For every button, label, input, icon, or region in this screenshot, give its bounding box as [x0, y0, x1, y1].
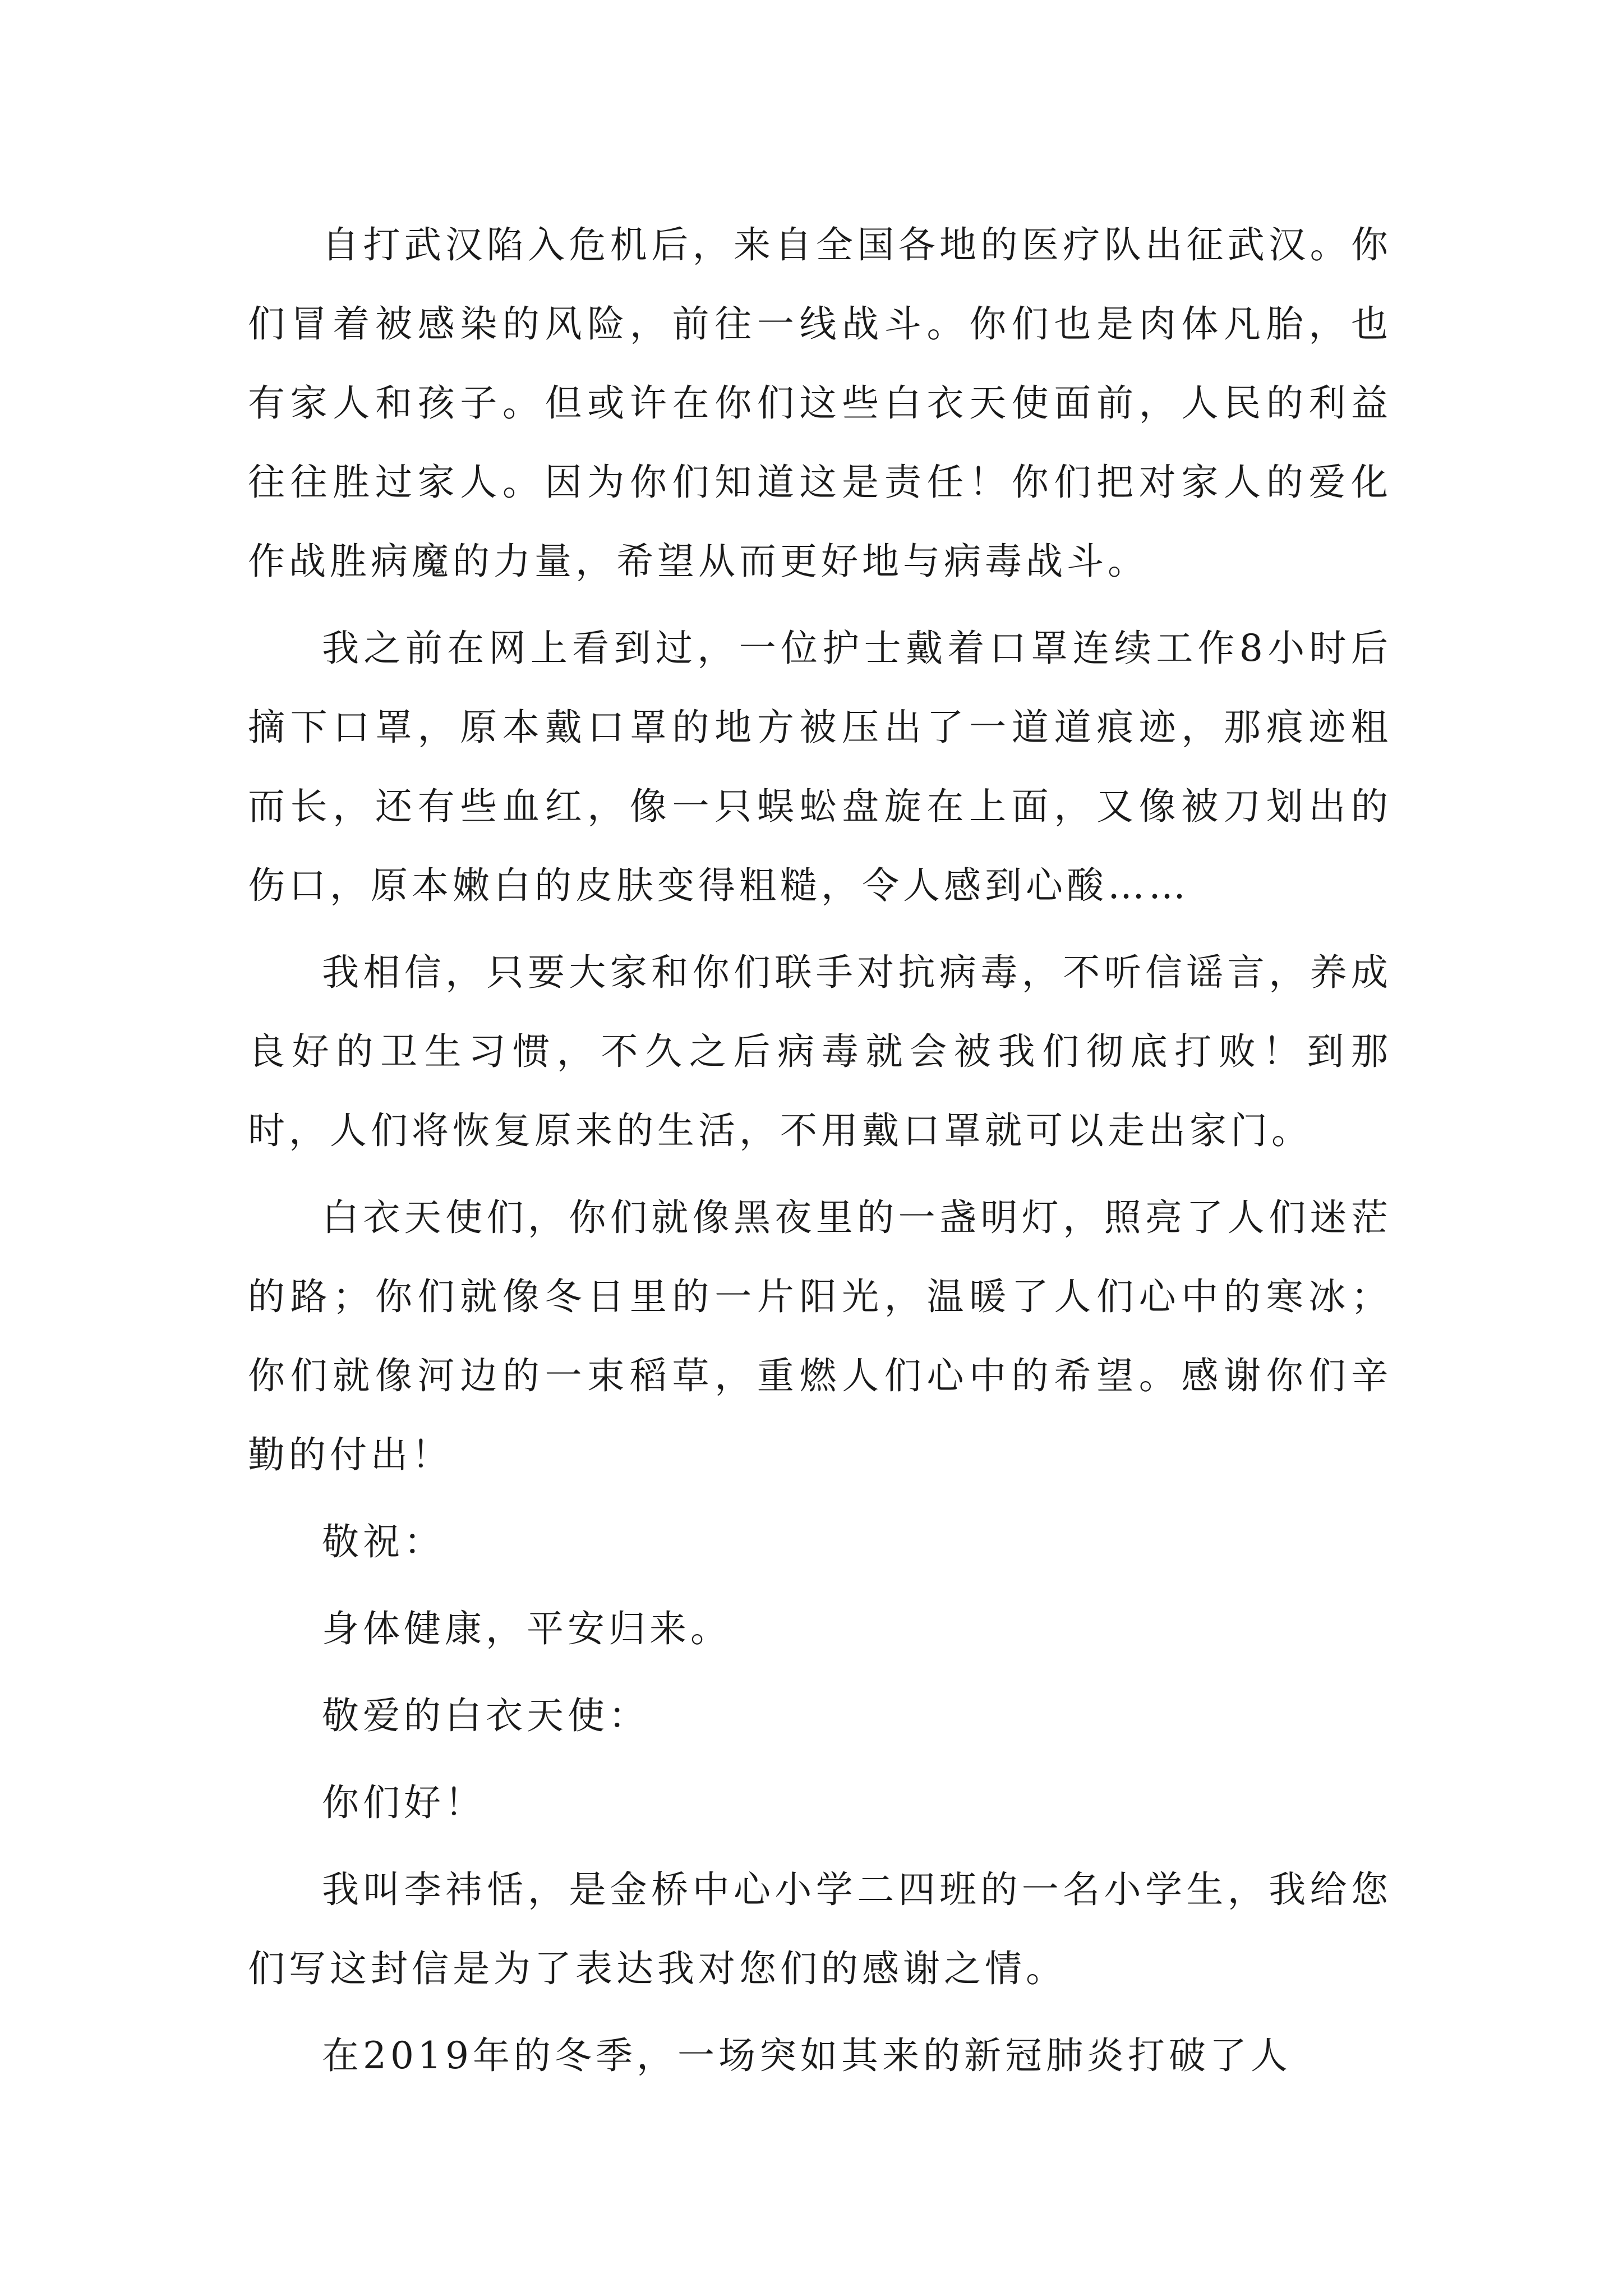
paragraph-regards: 敬祝：: [322, 1520, 445, 1563]
paragraph-nurse-mask: 我之前在网上看到过，一位护士戴着口罩连续工作8小时后摘下口罩，原本戴口罩的地方被压出了一道道痕迹，那痕迹粗而长，还有些血红，像一只蜈蚣盘旋在上面，又像被刀划出的伤口，原本嫩白的皮肤变得粗糙，令人感到心酸……: [248, 627, 1392, 907]
paragraph-winter-2019: 在2019年的冬季，一场突如其来的新冠肺炎打破了人: [322, 2034, 1292, 2077]
paragraph-medical-teams: 自打武汉陷入危机后，来自全国各地的医疗队出征武汉。你们冒着被感染的风险，前往一线战斗。你们也是肉体凡胎，也有家人和孩子。但或许在你们这些白衣天使面前，人民的利益往往胜过家人。因为你们知道这是责任！你们把对家人的爱化作战胜病魔的力量，希望从而更好地与病毒战斗。: [248, 223, 1392, 583]
paragraph-salutation: 敬爱的白衣天使：: [322, 1694, 649, 1737]
paragraph-introduction: 我叫李祎恬，是金桥中心小学二四班的一名小学生，我给您们写这封信是为了表达我对您们的感谢之情。: [248, 1868, 1392, 1990]
paragraph-greeting: 你们好！: [322, 1781, 486, 1824]
paragraph-wishes: 身体健康，平安归来。: [322, 1607, 731, 1650]
paragraph-believe: 我相信，只要大家和你们联手对抗病毒，不听信谣言，养成良好的卫生习惯，不久之后病毒就会被我们彻底打败！到那时，人们将恢复原来的生活，不用戴口罩就可以走出家门。: [248, 951, 1392, 1152]
paragraph-white-angels: 白衣天使们，你们就像黑夜里的一盏明灯，照亮了人们迷茫的路；你们就像冬日里的一片阳光，温暖了人们心中的寒冰；你们就像河边的一束稻草，重燃人们心中的希望。感谢你们辛勤的付出！: [248, 1196, 1392, 1476]
letter-body: [248, 205, 1392, 2095]
